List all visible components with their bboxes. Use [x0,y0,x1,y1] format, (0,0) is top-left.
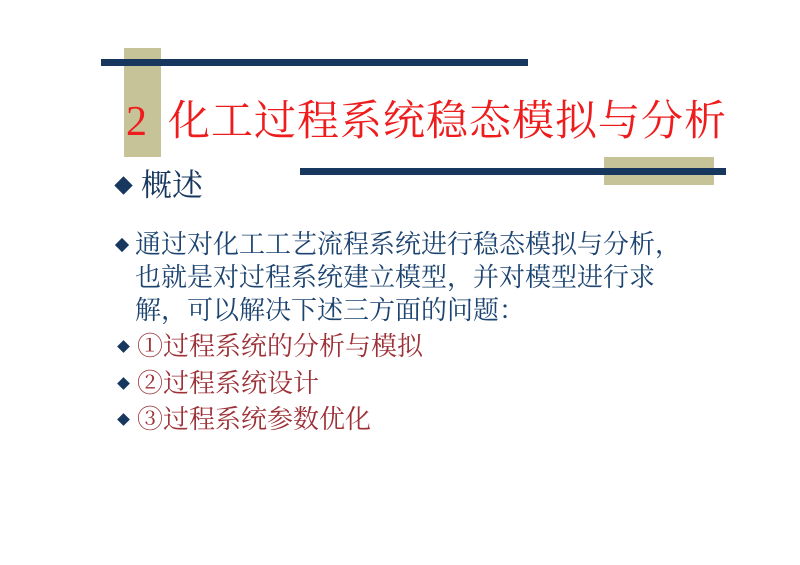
paragraph-line: 解，可以解决下述三方面的问题： [135,296,526,325]
slide-title [126,88,727,148]
list-item-text: ②过程系统设计 [137,369,320,398]
list-item-text: ③过程系统参数优化 [137,405,372,434]
paragraph-line: 通过对化工工艺流程系统进行稳态模拟与分析， [135,230,682,259]
diamond-bullet-icon [117,377,130,390]
list-item-text: ①过程系统的分析与模拟 [137,332,424,361]
diamond-bullet-icon [115,238,129,252]
intro-paragraph [115,228,735,327]
list-item [116,369,319,399]
overview-divider-bar [300,168,726,175]
slide-title-text: 化工过程系统稳态模拟与分析 [168,99,728,145]
intro-paragraph-text [135,228,681,327]
overview-heading [114,169,203,203]
diamond-bullet-icon [117,413,130,426]
diamond-bullet-icon [114,176,132,194]
slide-title-number: 2 [126,99,148,145]
list-item [116,405,371,435]
paragraph-line: 也就是对过程系统建立模型，并对模型进行求 [135,263,656,292]
list-item [116,332,423,362]
top-divider-bar [101,59,528,66]
diamond-bullet-icon [117,340,130,353]
left-texture-strip [57,30,103,535]
overview-label: 概述 [141,168,203,203]
